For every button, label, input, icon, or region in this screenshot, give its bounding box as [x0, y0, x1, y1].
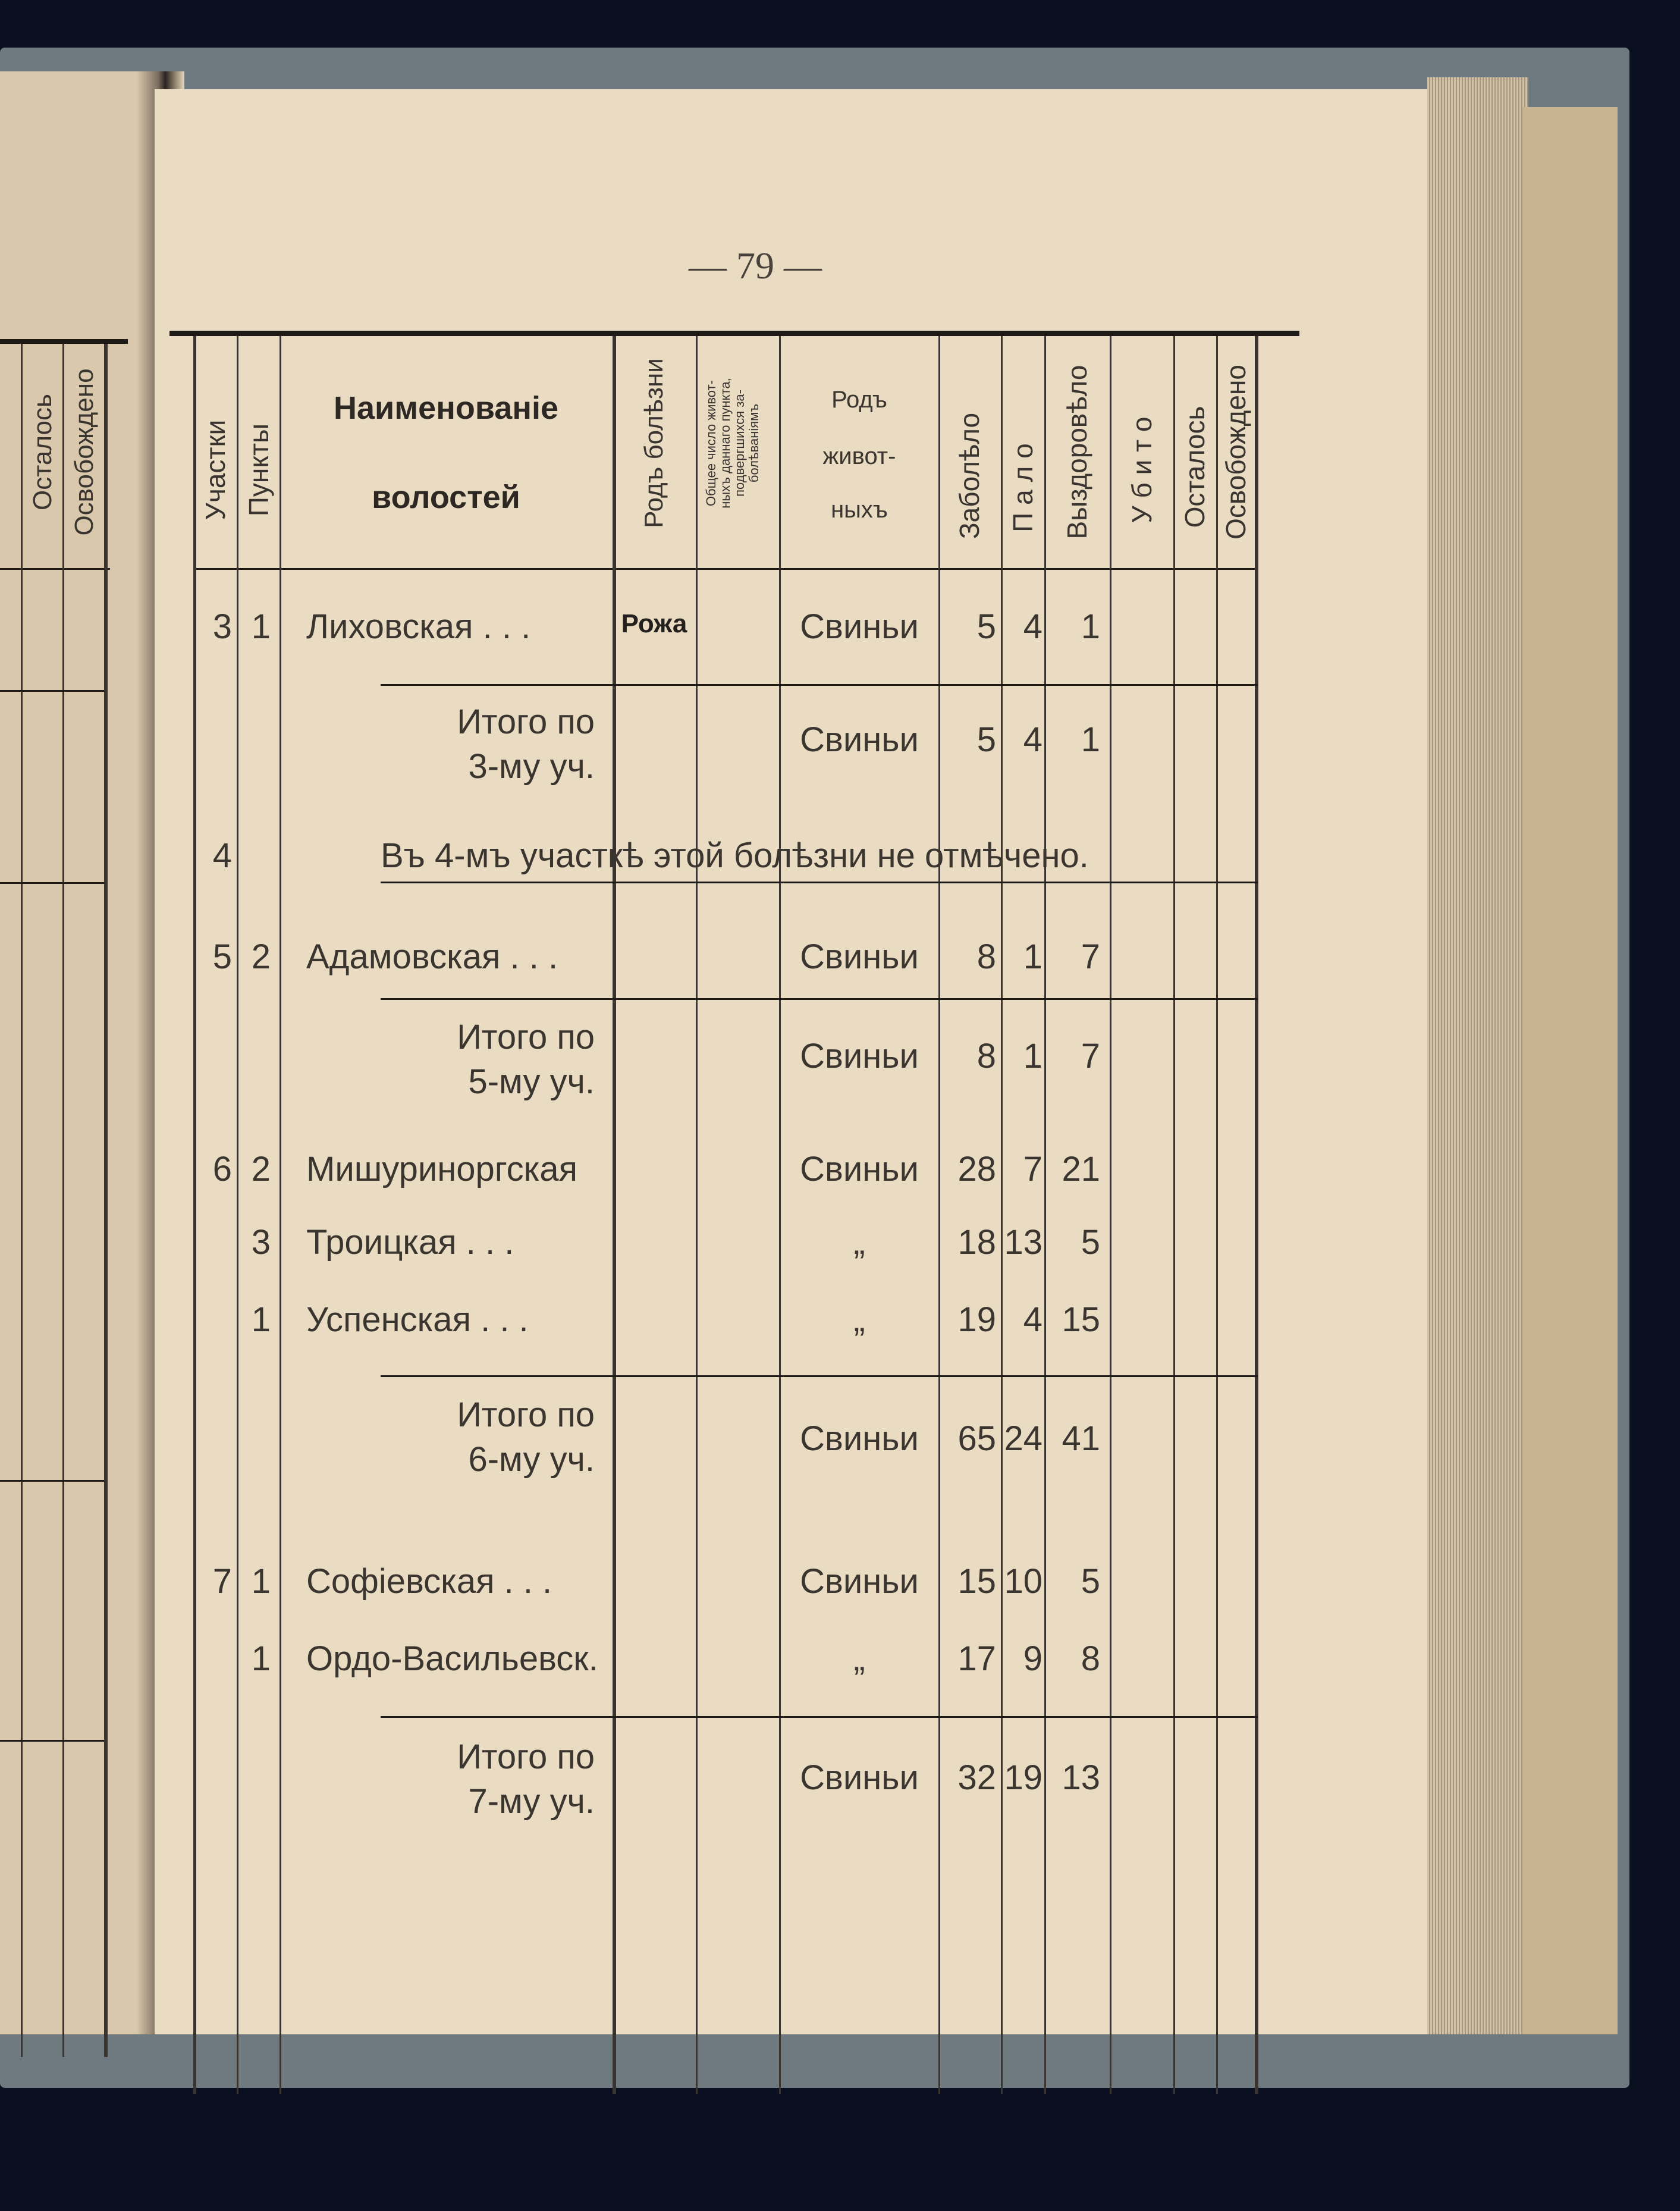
- cell-uch: 7: [212, 1562, 232, 1601]
- cell-zabolelo: 5: [976, 720, 996, 759]
- cell-zabolelo: 5: [976, 607, 996, 646]
- back-sheet: [1522, 107, 1618, 2034]
- header-volostey: волостей: [372, 479, 520, 515]
- cell-note: Въ 4-мъ участкѣ этой болѣзни не отмѣчено.: [381, 836, 1089, 875]
- header-punkty: Пункты: [243, 423, 274, 517]
- cell-animal: Свиньи: [800, 1562, 919, 1601]
- cell-zabolelo: 8: [976, 1037, 996, 1075]
- page-edges: [1427, 77, 1528, 2034]
- cell-punkt: 1: [251, 1562, 271, 1601]
- left-rule: [0, 690, 104, 692]
- cell-zabolelo: 18: [957, 1223, 996, 1262]
- cell-animal: Свиньи: [800, 1037, 919, 1075]
- cell-name: Софіевская . . .: [306, 1562, 552, 1601]
- left-rule: [0, 1740, 104, 1742]
- left-rule: [0, 1480, 104, 1482]
- header-palo: П а л о: [1007, 443, 1038, 532]
- cell-vyzdorovelo: 5: [1081, 1562, 1100, 1601]
- cell-punkt: 1: [251, 1639, 271, 1678]
- col-line: [696, 336, 698, 2094]
- cell-palo: 4: [1023, 1300, 1042, 1339]
- col-line: [938, 336, 940, 2094]
- header-bottom-rule: [193, 568, 1258, 570]
- left-col-line: [104, 344, 108, 2057]
- row-rule: [381, 1375, 1258, 1377]
- cell-zabolelo: 65: [957, 1419, 996, 1458]
- cell-name: Успенская . . .: [306, 1300, 529, 1339]
- row-rule: [381, 1716, 1258, 1718]
- header-rod-3: ныхъ: [831, 497, 888, 523]
- cell-uch: 3: [212, 607, 232, 646]
- cell-uch: 4: [212, 836, 232, 875]
- left-header-osvobozhdeno: Освобождено: [70, 368, 99, 536]
- cell-name: Лиховская . . .: [306, 607, 531, 646]
- cell-animal: Свиньи: [800, 720, 919, 759]
- left-col-line: [62, 344, 64, 2057]
- cell-vyzdorovelo: 7: [1081, 937, 1100, 976]
- cell-punkt: 1: [251, 607, 271, 646]
- cell-vyzdorovelo: 7: [1081, 1037, 1100, 1075]
- cell-zabolelo: 15: [957, 1562, 996, 1601]
- header-ostalos: Осталось: [1179, 406, 1210, 528]
- cell-itogo-uch: 6-му уч.: [468, 1440, 595, 1479]
- cell-disease: Рожа: [621, 609, 687, 638]
- cell-name: Адамовская . . .: [306, 937, 558, 976]
- header-vyzdorovelo: Выздоровѣло: [1062, 365, 1092, 540]
- cell-vyzdorovelo: 41: [1062, 1419, 1100, 1458]
- left-top-rule: [0, 339, 128, 344]
- cell-punkt: 3: [251, 1223, 271, 1262]
- cell-name: Троицкая . . .: [306, 1223, 514, 1262]
- cell-itogo-uch: 5-му уч.: [468, 1062, 595, 1101]
- cell-palo: 7: [1023, 1150, 1042, 1188]
- col-line: [1001, 336, 1003, 2094]
- cell-palo: 9: [1023, 1639, 1042, 1678]
- cell-vyzdorovelo: 1: [1081, 720, 1100, 759]
- cell-animal: Свиньи: [800, 607, 919, 646]
- cell-zabolelo: 17: [957, 1639, 996, 1678]
- left-rule: [0, 882, 104, 884]
- cell-vyzdorovelo: 13: [1062, 1758, 1100, 1797]
- cell-punkt: 2: [251, 937, 271, 976]
- cell-zabolelo: 8: [976, 937, 996, 976]
- col-line: [1110, 336, 1111, 2094]
- cell-name: Мишуриноргская: [306, 1150, 577, 1188]
- header-ubito: У б и т о: [1126, 416, 1157, 523]
- cell-vyzdorovelo: 15: [1062, 1300, 1100, 1339]
- col-line: [237, 336, 238, 2094]
- cell-palo: 4: [1023, 607, 1042, 646]
- header-naimenovanie: Наименованіе: [334, 390, 558, 426]
- col-line: [779, 336, 781, 2094]
- cell-vyzdorovelo: 1: [1081, 607, 1100, 646]
- header-obshchee-3: подвергшихся за-: [732, 390, 747, 497]
- cell-itogo: Итого по: [457, 1395, 595, 1434]
- header-zabolelo: Заболѣло: [954, 412, 985, 540]
- header-uchastki: Участки: [200, 419, 231, 520]
- col-line: [1044, 336, 1046, 2094]
- row-rule: [381, 882, 1258, 883]
- cell-vyzdorovelo: 8: [1081, 1639, 1100, 1678]
- cell-animal: Свиньи: [800, 937, 919, 976]
- row-rule: [381, 998, 1258, 1000]
- header-osvobozhdeno: Освобождено: [1220, 365, 1251, 540]
- cell-animal: „: [853, 1300, 865, 1339]
- cell-zabolelo: 32: [957, 1758, 996, 1797]
- cell-punkt: 2: [251, 1150, 271, 1188]
- cell-itogo: Итого по: [457, 1738, 595, 1776]
- table-top-rule: [169, 331, 1299, 336]
- cell-vyzdorovelo: 21: [1062, 1150, 1100, 1188]
- left-header-rule: [0, 568, 110, 570]
- cell-name: Ордо-Васильевск.: [306, 1639, 598, 1678]
- cell-palo: 10: [1004, 1562, 1042, 1601]
- cell-animal: Свиньи: [800, 1150, 919, 1188]
- cell-vyzdorovelo: 5: [1081, 1223, 1100, 1262]
- col-line: [1255, 336, 1258, 2094]
- header-rod-1: Родъ: [831, 387, 887, 413]
- cell-uch: 5: [212, 937, 232, 976]
- col-line: [280, 336, 281, 2094]
- cell-itogo-uch: 3-му уч.: [468, 747, 595, 786]
- col-line: [1173, 336, 1175, 2094]
- cell-animal: Свиньи: [800, 1758, 919, 1797]
- col-line: [1216, 336, 1218, 2094]
- left-col-line: [21, 344, 23, 2057]
- cell-itogo: Итого по: [457, 1018, 595, 1056]
- header-rod-2: живот-: [822, 443, 896, 469]
- header-rod-bolezni: Родъ болѣзни: [639, 358, 668, 528]
- cell-palo: 1: [1023, 937, 1042, 976]
- header-obshchee-2: ныхъ даннаго пункта,: [718, 378, 733, 509]
- cell-palo: 24: [1004, 1419, 1042, 1458]
- cell-uch: 6: [212, 1150, 232, 1188]
- cell-palo: 4: [1023, 720, 1042, 759]
- col-line: [613, 336, 616, 2094]
- cell-itogo-uch: 7-му уч.: [468, 1782, 595, 1821]
- cell-punkt: 1: [251, 1300, 271, 1339]
- cell-palo: 13: [1004, 1223, 1042, 1262]
- cell-animal: „: [853, 1639, 865, 1678]
- cell-palo: 1: [1023, 1037, 1042, 1075]
- page-number: — 79 —: [689, 244, 822, 287]
- col-line: [193, 336, 196, 2094]
- header-obshchee-1: Общее число живот-: [704, 380, 718, 506]
- cell-animal: Свиньи: [800, 1419, 919, 1458]
- cell-zabolelo: 19: [957, 1300, 996, 1339]
- cell-zabolelo: 28: [957, 1150, 996, 1188]
- cell-palo: 19: [1004, 1758, 1042, 1797]
- cell-itogo: Итого по: [457, 702, 595, 741]
- left-header-ostalos: Осталось: [28, 394, 57, 510]
- cell-animal: „: [853, 1223, 865, 1262]
- header-obshchee-4: болѣваніямъ: [746, 403, 761, 483]
- row-rule: [381, 684, 1258, 686]
